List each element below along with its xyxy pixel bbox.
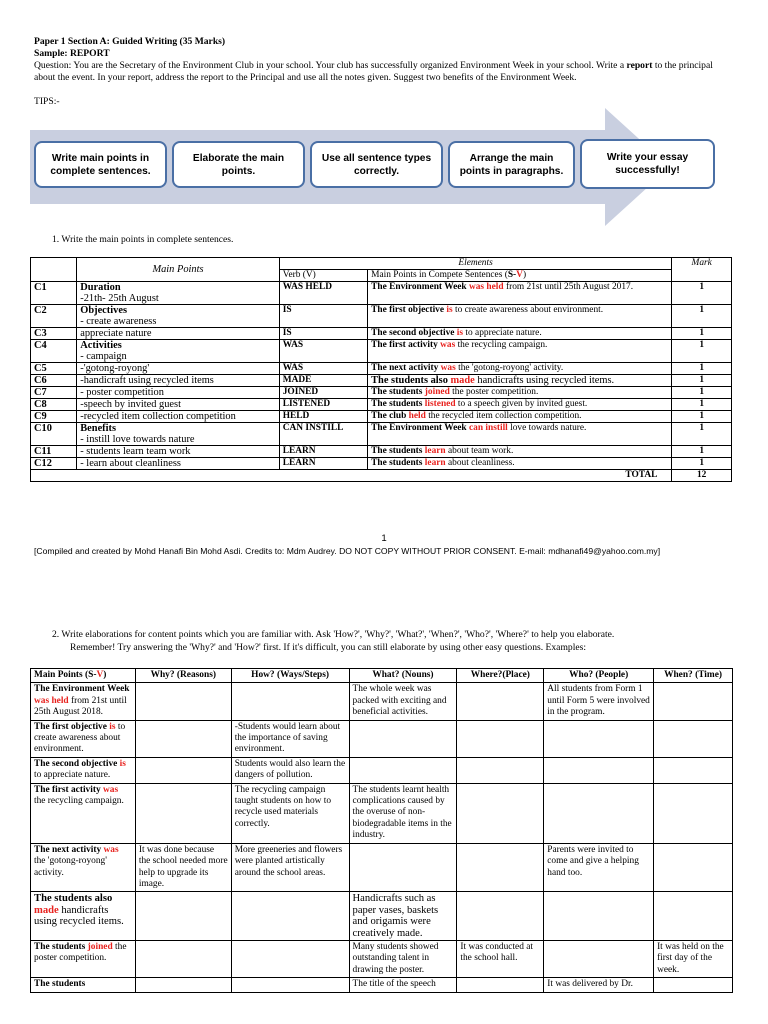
document-header: [34, 36, 734, 84]
tip-box-5: Write your essay successfully!: [580, 139, 715, 189]
elaboration-table: [30, 668, 733, 993]
sentence-subject: The students: [371, 446, 423, 456]
mark-cell: 1: [672, 328, 732, 340]
main-point-cell: [77, 387, 279, 399]
elaboration-why-cell: [135, 683, 231, 720]
table-row: [31, 363, 732, 375]
header-sentence-v: V: [516, 270, 523, 280]
elaboration-how-cell: [231, 940, 349, 977]
elab-verb: is: [109, 721, 116, 732]
elaboration-who-cell: All students from Form 1 until Form 5 were involved in the program.: [544, 683, 654, 720]
elaboration-who-cell: [544, 940, 654, 977]
page-number: 1: [381, 533, 387, 544]
mark-cell: 1: [672, 399, 732, 411]
elaboration-main-point: [31, 978, 136, 992]
sentence-verb: learn: [424, 458, 446, 468]
sentence-cell: [368, 328, 672, 340]
elaboration-row: [31, 757, 733, 783]
sentence-verb: joined: [424, 387, 450, 397]
main-point-note: -handicraft using recycled items: [80, 375, 214, 386]
tips-label: TIPS:-: [34, 96, 60, 107]
sentence-subject: The Environment Week: [371, 282, 467, 292]
header-sentence: [368, 270, 672, 282]
elab-verb: joined: [87, 941, 113, 952]
elaboration-when-cell: [654, 783, 733, 843]
sentence-subject: The Environment Week: [371, 423, 467, 433]
paper-title: Paper 1 Section A: Guided Writing (35 Marks): [34, 36, 226, 47]
main-point-note: -speech by invited guest: [80, 399, 181, 410]
sentence-rest: the recycling campaign.: [455, 340, 548, 350]
elab-rest: to create awareness about environment.: [34, 721, 126, 755]
elaboration-header-row: [31, 669, 733, 683]
section-2-instruction: 2. Write elaborations for content points which you are familiar with. Ask 'How?', 'Why?', 'What?', 'When?', 'Who?', 'Where?' to help you elaborate.: [52, 629, 615, 640]
sentence-rest: from 21st until 25th August 2017.: [503, 282, 634, 292]
elaboration-row: [31, 892, 733, 941]
main-point-note: - instill love towards nature: [80, 434, 195, 445]
header-sentence-s: S-: [507, 270, 517, 280]
mark-cell: 1: [672, 340, 732, 363]
sentence-rest: the 'gotong-royong' activity.: [455, 363, 564, 373]
elaboration-what-cell: The whole week was packed with exciting and beneficial activities.: [349, 683, 457, 720]
elaboration-why-cell: [135, 720, 231, 757]
sentence-subject: The first objective: [371, 305, 445, 315]
verb-cell: LISTENED: [279, 399, 367, 411]
elaboration-who-cell: It was delivered by Dr.: [544, 978, 654, 992]
elab-subject: The Environment Week: [34, 684, 130, 695]
main-point-note: appreciate nature: [80, 328, 152, 339]
main-point-cell: [77, 305, 279, 328]
elaboration-why-cell: It was done because the school needed more help to upgrade its image.: [135, 843, 231, 892]
header-elements: Elements: [279, 258, 672, 270]
main-point-note: - poster competition: [80, 387, 164, 398]
row-code: C9: [31, 411, 77, 423]
tips-row: [34, 141, 724, 189]
row-code: C3: [31, 328, 77, 340]
elaboration-where-cell: It was conducted at the school hall.: [457, 940, 544, 977]
column-header: Main Points (S-V): [31, 669, 136, 683]
sentence-subject: The students: [371, 458, 423, 468]
elab-subject: The students: [34, 979, 86, 990]
sentence-rest: love towards nature.: [507, 423, 587, 433]
row-code: C2: [31, 305, 77, 328]
sentence-cell: [368, 305, 672, 328]
sentence-cell: [368, 282, 672, 305]
sentence-rest: the poster competition.: [449, 387, 539, 397]
table-row: [31, 328, 732, 340]
main-point-cell: [77, 411, 279, 423]
verb-cell: MADE: [279, 375, 367, 387]
sentence-verb: is: [456, 328, 464, 338]
elaboration-what-cell: [349, 720, 457, 757]
main-point-cell: [77, 399, 279, 411]
elab-subject: The first objective: [34, 721, 107, 732]
main-point-note: - students learn team work: [80, 446, 191, 457]
column-header: How? (Ways/Steps): [231, 669, 349, 683]
elaboration-when-cell: [654, 683, 733, 720]
elaboration-where-cell: [457, 683, 544, 720]
mark-cell: 1: [672, 446, 732, 458]
elaboration-how-cell: [231, 683, 349, 720]
tip-box-4: Arrange the main points in paragraphs.: [448, 141, 575, 188]
column-header: When? (Time): [654, 669, 733, 683]
mark-cell: 1: [672, 363, 732, 375]
row-code: C6: [31, 375, 77, 387]
sentence-subject: The students: [371, 387, 423, 397]
sentence-subject: The first activity: [371, 340, 438, 350]
verb-cell: WAS: [279, 340, 367, 363]
sentence-rest: to create awareness about environment.: [452, 305, 604, 315]
elaboration-why-cell: [135, 892, 231, 941]
main-point-note: - campaign: [80, 351, 127, 362]
table-row: [31, 375, 732, 387]
elaboration-why-cell: [135, 757, 231, 783]
table-row: [31, 399, 732, 411]
total-value: 12: [672, 470, 732, 482]
credit-line: [Compiled and created by Mohd Hanafi Bin Mohd Asdi. Credits to: Mdm Audrey. DO NOT COPY WITHOUT PRIOR CONSENT. E-mail: mdhanafi49@yahoo.com.my]: [34, 546, 661, 556]
elaboration-what-cell: Many students showed outstanding talent in drawing the poster.: [349, 940, 457, 977]
elaboration-who-cell: Parents were invited to come and give a helping hand too.: [544, 843, 654, 892]
elaboration-where-cell: [457, 978, 544, 992]
main-point-cell: [77, 375, 279, 387]
header-main-points: Main Points: [77, 258, 279, 282]
elab-subject: The students also: [34, 893, 113, 905]
elab-verb: is: [119, 758, 126, 769]
sentence-cell: [368, 411, 672, 423]
sentence-rest: the recycled item collection competition.: [425, 411, 582, 421]
mark-cell: 1: [672, 411, 732, 423]
elab-subject: The second objective: [34, 758, 118, 769]
elaboration-what-cell: The students learnt health complications caused by the overuse of non-biodegradable items in the industry.: [349, 783, 457, 843]
sentence-cell: [368, 399, 672, 411]
header-sentence-b: ): [522, 270, 527, 280]
row-code: C8: [31, 399, 77, 411]
sentence-verb: held: [408, 411, 426, 421]
main-point-cell: [77, 458, 279, 470]
verb-cell: LEARN: [279, 446, 367, 458]
row-code: C12: [31, 458, 77, 470]
sentence-subject: The next activity: [371, 363, 439, 373]
question-text: [34, 60, 734, 84]
sentence-cell: [368, 340, 672, 363]
elab-subject: The students: [34, 941, 86, 952]
header-sentence-a: Main Points in Compete Sentences (: [371, 270, 508, 280]
verb-cell: WAS HELD: [279, 282, 367, 305]
elaboration-when-cell: It was held on the first day of the week.: [654, 940, 733, 977]
elaboration-what-cell: The title of the speech: [349, 978, 457, 992]
elab-verb: was: [103, 784, 119, 795]
main-point-note: -recycled item collection competition: [80, 411, 236, 422]
elaboration-main-point: [31, 783, 136, 843]
elaboration-who-cell: [544, 720, 654, 757]
row-code: C1: [31, 282, 77, 305]
elaboration-main-point: [31, 720, 136, 757]
verb-cell: HELD: [279, 411, 367, 423]
elaboration-when-cell: [654, 843, 733, 892]
elaboration-row: [31, 783, 733, 843]
column-header: Who? (People): [544, 669, 654, 683]
verb-cell: LEARN: [279, 458, 367, 470]
main-point-heading: Objectives: [80, 305, 127, 316]
main-point-cell: [77, 423, 279, 446]
table-row: [31, 387, 732, 399]
row-code: C11: [31, 446, 77, 458]
elab-rest: handicrafts using recycled items.: [34, 904, 124, 928]
column-header: What? (Nouns): [349, 669, 457, 683]
section-2-subtitle: Remember! Try answering the 'Why?' and 'How?' first. If it's difficult, you can still elaborate by using other easy questions. Examples:: [70, 642, 587, 653]
header-verb-letter: V: [96, 670, 104, 680]
question-part-a: You are the Secretary of the Environment Club in your school. Your club has successfully organized Environment Week in your school. Write a: [71, 60, 627, 71]
mark-cell: 1: [672, 305, 732, 328]
sentence-verb: listened: [424, 399, 456, 409]
table-row: [31, 446, 732, 458]
elaboration-row: [31, 683, 733, 720]
header-mark: Mark: [672, 258, 732, 282]
section-1-title: 1. Write the main points in complete sentences.: [52, 234, 234, 245]
sentence-cell: [368, 387, 672, 399]
sentence-verb: can instill: [468, 423, 508, 433]
elab-verb: was held: [34, 695, 69, 706]
sentence-rest: to appreciate nature.: [463, 328, 542, 338]
elaboration-main-point: [31, 757, 136, 783]
main-point-cell: [77, 340, 279, 363]
total-label: TOTAL: [31, 470, 672, 482]
table-row: [31, 305, 732, 328]
elab-subject: The next activity: [34, 844, 102, 855]
sentence-verb: is: [446, 305, 453, 315]
table-row: [31, 458, 732, 470]
row-code: C10: [31, 423, 77, 446]
sentence-verb: was: [440, 363, 456, 373]
elaboration-when-cell: [654, 978, 733, 992]
sentence-cell: [368, 363, 672, 375]
elaboration-main-point: [31, 843, 136, 892]
mark-cell: 1: [672, 375, 732, 387]
sentence-cell: [368, 458, 672, 470]
table-row: [31, 411, 732, 423]
main-point-heading: Benefits: [80, 423, 117, 434]
table-header-row: [31, 258, 732, 270]
sentence-rest: to a speech given by invited guest.: [455, 399, 588, 409]
elaboration-how-cell: The recycling campaign taught students on how to recycle used materials correctly.: [231, 783, 349, 843]
elaboration-where-cell: [457, 720, 544, 757]
elab-rest: the recycling campaign.: [34, 796, 124, 807]
sentence-subject: The second objective: [371, 328, 455, 338]
mark-cell: 1: [672, 387, 732, 399]
elaboration-who-cell: [544, 783, 654, 843]
row-code: C4: [31, 340, 77, 363]
question-label: Question:: [34, 60, 72, 71]
elaboration-where-cell: [457, 892, 544, 941]
elab-verb: made: [34, 904, 59, 916]
mark-cell: 1: [672, 458, 732, 470]
elaboration-row: [31, 843, 733, 892]
elaboration-why-cell: [135, 783, 231, 843]
sentence-subject: The club: [371, 411, 407, 421]
main-point-cell: [77, 328, 279, 340]
main-points-table: [30, 257, 732, 482]
elaboration-when-cell: [654, 720, 733, 757]
main-point-note: - learn about cleanliness: [80, 458, 181, 469]
sentence-rest: about cleanliness.: [445, 458, 515, 468]
elab-rest: the poster competition.: [34, 941, 127, 964]
main-point-note: - create awareness: [80, 316, 157, 327]
sentence-verb: learn: [424, 446, 446, 456]
elaboration-when-cell: [654, 757, 733, 783]
question-bold-word: report: [626, 60, 653, 71]
elaboration-row: [31, 940, 733, 977]
sentence-verb: made: [450, 375, 475, 386]
row-code: C5: [31, 363, 77, 375]
sample-label: Sample: REPORT: [34, 48, 110, 59]
elaboration-how-cell: [231, 892, 349, 941]
tip-box-1: Write main points in complete sentences.: [34, 141, 167, 188]
elaboration-how-cell: Students would also learn the dangers of pollution.: [231, 757, 349, 783]
sentence-subject: The students: [371, 399, 423, 409]
elaboration-what-cell: Handicrafts such as paper vases, baskets and origamis were creatively made.: [349, 892, 457, 941]
tip-box-3: Use all sentence types correctly.: [310, 141, 443, 188]
verb-cell: JOINED: [279, 387, 367, 399]
mark-cell: 1: [672, 423, 732, 446]
elaboration-main-point: [31, 683, 136, 720]
elaboration-main-point: [31, 892, 136, 941]
elab-rest: from 21st until 25th August 2018.: [34, 695, 127, 718]
table-row: [31, 340, 732, 363]
verb-cell: IS: [279, 328, 367, 340]
elaboration-what-cell: [349, 757, 457, 783]
elaboration-who-cell: [544, 892, 654, 941]
elaboration-how-cell: More greeneries and flowers were planted artistically around the school areas.: [231, 843, 349, 892]
main-point-note: -'gotong-royong': [80, 363, 150, 374]
elaboration-why-cell: [135, 940, 231, 977]
header-blank: [31, 258, 77, 282]
column-header: Why? (Reasons): [135, 669, 231, 683]
elaboration-what-cell: [349, 843, 457, 892]
section-2-title: [52, 628, 742, 654]
elaboration-why-cell: [135, 978, 231, 992]
sentence-verb: was held: [468, 282, 504, 292]
main-point-cell: [77, 446, 279, 458]
verb-cell: CAN INSTILL: [279, 423, 367, 446]
elab-verb: was: [103, 844, 119, 855]
sentence-verb: was: [440, 340, 456, 350]
main-point-note: -21th- 25th August: [80, 293, 159, 304]
main-point-cell: [77, 363, 279, 375]
sentence-cell: [368, 423, 672, 446]
elab-rest: to appreciate nature.: [34, 770, 111, 781]
elab-rest: the 'gotong-royong' activity.: [34, 856, 107, 878]
main-point-heading: Activities: [80, 340, 122, 351]
elaboration-where-cell: [457, 757, 544, 783]
sentence-cell: [368, 375, 672, 387]
verb-cell: IS: [279, 305, 367, 328]
elaboration-who-cell: [544, 757, 654, 783]
elaboration-how-cell: -Students would learn about the importance of saving environment.: [231, 720, 349, 757]
tip-box-2: Elaborate the main points.: [172, 141, 305, 188]
total-row: [31, 470, 732, 482]
question-part-b: to the principal about the event. In your report, address the report to the Principal and use all the notes given. Suggest two benefits of the Environment Week.: [34, 60, 713, 83]
elaboration-how-cell: [231, 978, 349, 992]
elaboration-row: [31, 720, 733, 757]
elaboration-where-cell: [457, 843, 544, 892]
mark-cell: 1: [672, 282, 732, 305]
header-verb: Verb (V): [279, 270, 367, 282]
verb-cell: WAS: [279, 363, 367, 375]
elab-subject: The first activity: [34, 784, 101, 795]
main-point-heading: Duration: [80, 282, 121, 293]
sentence-rest: handicrafts using recycled items.: [474, 375, 615, 386]
main-point-cell: [77, 282, 279, 305]
sentence-cell: [368, 446, 672, 458]
elaboration-row: [31, 978, 733, 992]
table-row: [31, 423, 732, 446]
row-code: C7: [31, 387, 77, 399]
sentence-subject: The students also: [371, 375, 448, 386]
sentence-rest: about team work.: [445, 446, 514, 456]
table-row: [31, 282, 732, 305]
elaboration-when-cell: [654, 892, 733, 941]
column-header: Where?(Place): [457, 669, 544, 683]
elaboration-main-point: [31, 940, 136, 977]
elaboration-where-cell: [457, 783, 544, 843]
